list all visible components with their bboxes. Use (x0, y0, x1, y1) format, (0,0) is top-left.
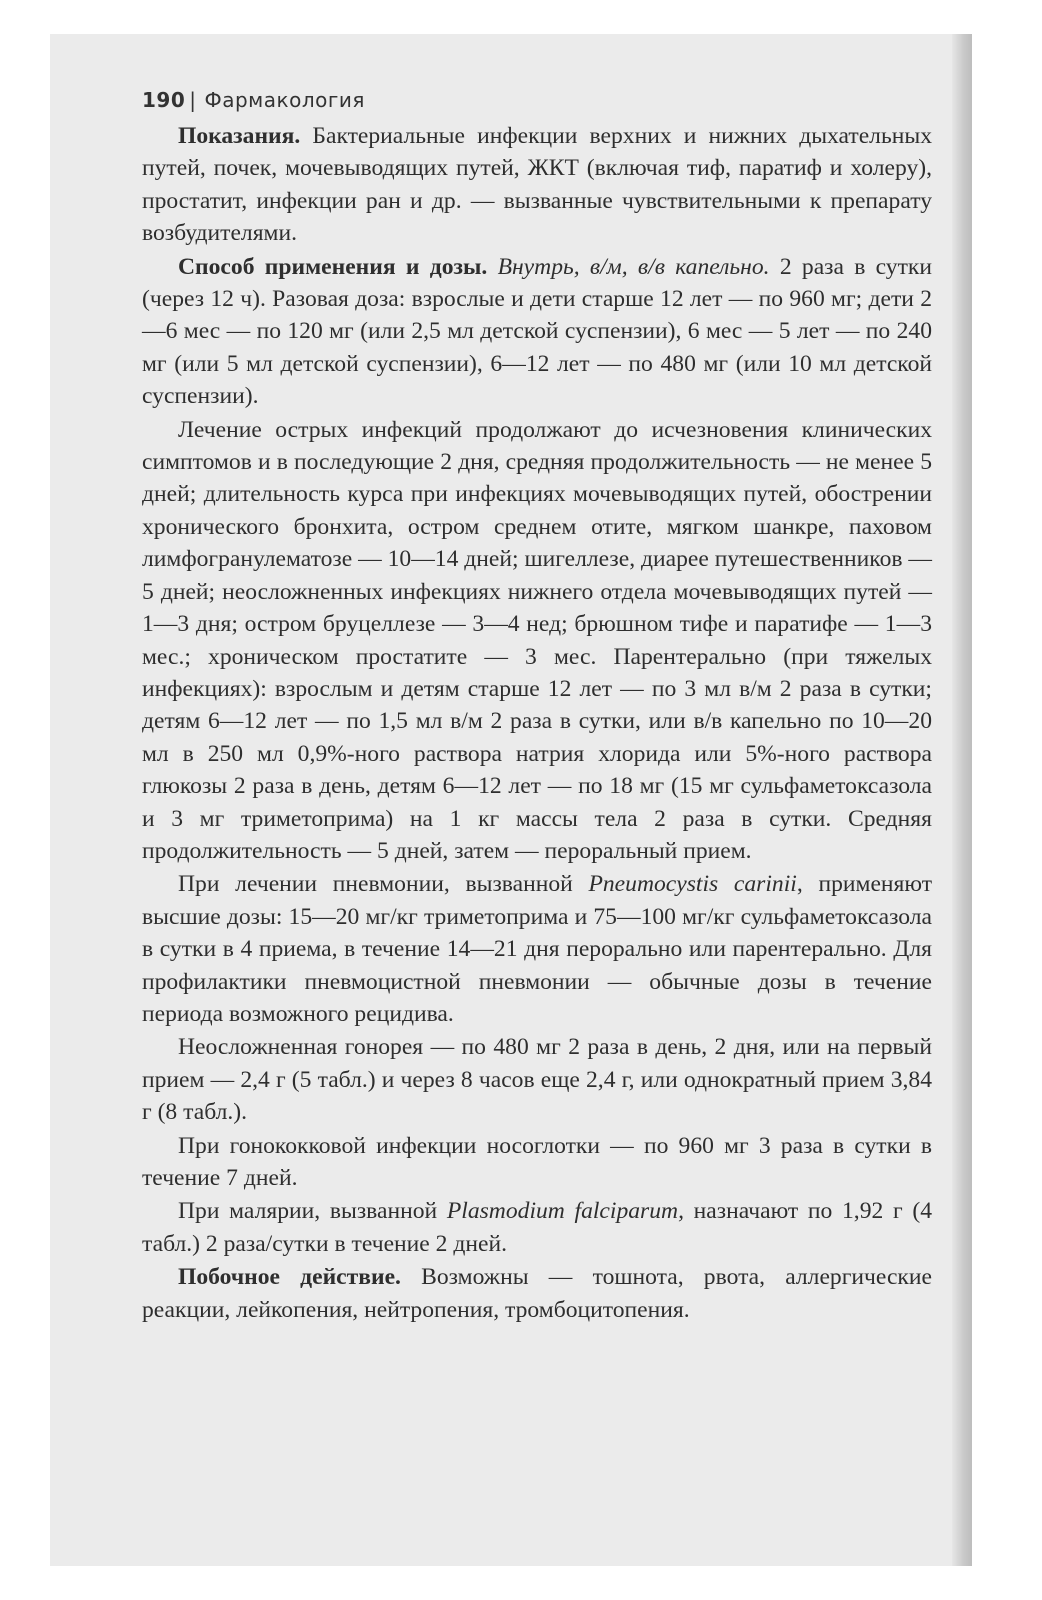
malaria-text: назначают по 1,92 г (4 табл.) 2 раза/сутки в течение 2 дней. (142, 1198, 932, 1257)
pneumonia-text: , применяют высшие дозы: 15—20 мг/кг триметоприма и 75—100 мг/кг сульфаметоксазола в сутки в 4 приема, в течение 14—21 дня перорально или парентерально. Для профилактики пневмоцистной пневмонии — обычные дозы в течение периода возможного рецидива. (142, 871, 933, 1027)
indications-text: Бактериальные инфекции верхних и нижних дыхательных путей, почек, мочевыводящих путей, ЖКТ (включая тиф, паратиф и холеру), простатит, инфекции ран и др. — вызванные чувствительными к препарату возбудителями. (142, 123, 932, 247)
page-number: 190 (142, 88, 186, 112)
heading-side-effects: Побочное действие. (178, 1264, 401, 1291)
section-title: Фармакология (204, 88, 365, 112)
paragraph-gonorrhea (142, 1031, 932, 1128)
body-text (142, 120, 932, 1326)
heading-indications: Показания. (178, 123, 301, 149)
pathogen-name: Pneumocystis carinii (588, 871, 797, 898)
dosage-text: 2 раза в сутки (через 12 ч). Разовая доза: взрослые и дети старше 12 лет — по 960 мг; дети 2—6 мес — по 120 мг (или 2,5 мл детской суспензии), 6 мес — 5 лет — по 240 мг (или 5 мл детской суспензии), 6—12 лет — по 480 мг (или 10 мл детской суспензии). (142, 253, 932, 410)
malaria-pathogen-name: Plasmodium falciparum, (446, 1198, 684, 1225)
paragraph-side-effects (142, 1261, 932, 1326)
paragraph-pneumonia (142, 868, 932, 1030)
nasopharynx-text: При гонококковой инфекции носоглотки — по 960 мг 3 раза в сутки в течение 7 дней. (142, 1132, 932, 1191)
header-separator: | (189, 88, 197, 112)
administration-routes: Внутрь, в/м, в/в капельно. (487, 253, 770, 280)
paragraph-treatment-duration (142, 414, 932, 868)
paragraph-malaria (142, 1195, 932, 1260)
book-page (142, 88, 932, 1327)
gonorrhea-text: Неосложненная гонорея — по 480 мг 2 раза в день, 2 дня, или на первый прием — 2,4 г (5 табл.) и через 8 часов еще 2,4 г, или однократный прием 3,84 г (8 табл.). (142, 1034, 932, 1126)
book-spine-shadow (952, 34, 972, 1566)
paragraph-nasopharynx (142, 1130, 932, 1195)
heading-dosage: Способ применения и дозы. (178, 253, 488, 280)
paragraph-indications (142, 120, 932, 250)
malaria-text-start: При малярии, вызванной (178, 1198, 447, 1225)
side-effects-text: Возможны — тошнота, рвота, аллергические реакции, лейкопения, нейтропения, тромбоцитопения. (142, 1264, 932, 1323)
paragraph-dosage (142, 251, 932, 413)
running-header (142, 88, 932, 112)
pneumonia-text-start: При лечении пневмонии, вызванной (178, 871, 589, 898)
treatment-duration-text: Лечение острых инфекций продолжают до исчезновения клинических симптомов и в последующие 2 дня, средняя продолжительность — не менее 5 дней; длительность курса при инфекциях мочевыводящих путей, обострении хронического бронхита, остром среднем отите, мягком шанкре, паховом лимфогранулематозе — 10—14 дней; шигеллезе, диарее путешественников — 5 дней; неосложненных инфекциях нижнего отдела мочевыводящих путей — 1—3 дня; остром бруцеллезе — 3—4 нед; брюшном тифе и паратифе — 1—3 мес.; хроническом простатите — 3 мес. Парентерально (при тяжелых инфекциях): взрослым и детям старше 12 лет — по 3 мл в/м 2 раза в сутки; детям 6—12 лет — по 1,5 мл в/м 2 раза в сутки, или в/в капельно по 10—20 мл в 250 мл 0,9%-ного раствора натрия хлорида или 5%-ного раствора глюкозы 2 раза в день, детям 6—12 лет — по 18 мг (15 мг сульфаметоксазола и 3 мг триметоприма) на 1 кг массы тела 2 раза в сутки. Средняя продолжительность — 5 дней, затем — пероральный прием. (142, 416, 932, 864)
